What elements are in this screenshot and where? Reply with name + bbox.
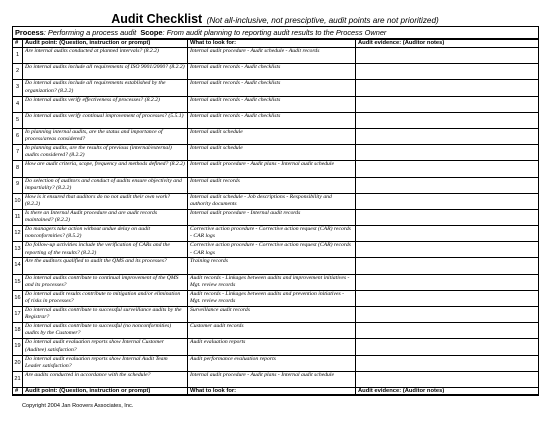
what-to-look-for-cell: Corrective action procedure - Corrective action request (CAR) records - CAR logs [188, 226, 356, 242]
audit-evidence-cell[interactable] [356, 242, 539, 258]
audit-evidence-cell[interactable] [356, 355, 539, 371]
audit-point-cell: Do internal audits include all requirements of ISO 9001/2000? (8.2.2) [23, 64, 188, 80]
page-title: Audit Checklist [111, 12, 203, 26]
audit-evidence-cell[interactable] [356, 226, 539, 242]
audit-evidence-cell[interactable] [356, 258, 539, 274]
audit-evidence-cell[interactable] [356, 274, 539, 290]
process-value: : Performing a process audit [43, 28, 137, 37]
what-to-look-for-cell: Audit records - Linkages between audits and prevention initiatives - Mgt. review records [188, 290, 356, 306]
audit-point-cell: Do internal audits verify continual improvement of processes? (5.5.1) [23, 112, 188, 128]
what-to-look-for-cell: Audit evaluation reports [188, 339, 356, 355]
row-number: 16 [13, 290, 23, 306]
what-to-look-for-cell: Internal audit records [188, 177, 356, 193]
what-to-look-for-cell: Audit performance evaluation reports [188, 355, 356, 371]
table-row [13, 274, 539, 290]
audit-point-cell: Do selection of auditors and conduct of audits ensure objectivity and impartiality? (8.2.2) [23, 177, 188, 193]
what-to-look-for-cell: Surveillance audit records [188, 307, 356, 323]
table-row [13, 242, 539, 258]
what-to-look-for-cell: Internal audit schedule [188, 128, 356, 144]
scope-value: : From audit planning to reporting audit results to the Process Owner [162, 28, 387, 37]
header-row [13, 39, 539, 48]
row-number: 7 [13, 145, 23, 161]
row-number: 6 [13, 128, 23, 144]
row-number: 5 [13, 112, 23, 128]
audit-evidence-cell[interactable] [356, 193, 539, 209]
process-label: Process [15, 28, 44, 37]
page-subtitle: (Not all-inclusive, not presciptive, audit points are not prioritized) [206, 16, 439, 25]
audit-point-cell: Do internal audit results contribute to mitigation and/or elimination of risks in processes? [23, 290, 188, 306]
row-number: 10 [13, 193, 23, 209]
what-to-look-for-cell: Internal audit records - Audit checklists [188, 112, 356, 128]
what-to-look-for-cell: Internal audit procedure - Audit plans - Internal audit schedule [188, 161, 356, 177]
footer-header-audit-point: Audit point: (Question, instruction or prompt) [23, 387, 188, 395]
table-row [13, 80, 539, 96]
table-row [13, 161, 539, 177]
audit-evidence-cell[interactable] [356, 64, 539, 80]
copyright-notice: Copyright 2004 Jan Roovers Associates, Inc. [22, 403, 134, 409]
footer-header-num: # [13, 387, 23, 395]
row-number: 9 [13, 177, 23, 193]
header-what-to-look-for: What to look for: [188, 39, 356, 48]
table-row [13, 323, 539, 339]
table-row [13, 128, 539, 144]
table-row [13, 177, 539, 193]
audit-evidence-cell[interactable] [356, 145, 539, 161]
what-to-look-for-cell: Internal audit schedule - Job descriptions - Responsibility and authority documents [188, 193, 356, 209]
what-to-look-for-cell: Internal audit records - Audit checklists [188, 64, 356, 80]
audit-point-cell: In planning audits, are the results of previous (internal/external) audits considered? (8.2.2) [23, 145, 188, 161]
table-row [13, 355, 539, 371]
table-row [13, 193, 539, 209]
row-number: 21 [13, 371, 23, 387]
audit-point-cell: Do internal audit evaluation reports show Internal Customer (Auditee) satisfaction? [23, 339, 188, 355]
audit-evidence-cell[interactable] [356, 323, 539, 339]
audit-evidence-cell[interactable] [356, 290, 539, 306]
row-number: 11 [13, 209, 23, 225]
row-number: 3 [13, 80, 23, 96]
row-number: 1 [13, 48, 23, 64]
row-number: 20 [13, 355, 23, 371]
table-row [13, 258, 539, 274]
audit-point-cell: Are internal audits conducted at planned intervals? (8.2.2) [23, 48, 188, 64]
row-number: 19 [13, 339, 23, 355]
audit-point-cell: Are the auditors qualified to audit the QMS and its processes? [23, 258, 188, 274]
footer-header-what-to-look-for: What to look for: [188, 387, 356, 395]
table-row [13, 339, 539, 355]
table-row [13, 64, 539, 80]
audit-evidence-cell[interactable] [356, 177, 539, 193]
what-to-look-for-cell: Internal audit records - Audit checklists [188, 96, 356, 112]
row-number: 13 [13, 242, 23, 258]
what-to-look-for-cell: Internal audit procedure - Audit plans - Internal audit schedule [188, 371, 356, 387]
row-number: 15 [13, 274, 23, 290]
audit-point-cell: Is there an Internal Audit procedure and are audit records maintained? (8.2.2) [23, 209, 188, 225]
what-to-look-for-cell: Training records [188, 258, 356, 274]
audit-evidence-cell[interactable] [356, 307, 539, 323]
audit-point-cell: Do follow-up activities include the verification of CARs and the reporting of the results? (8.2.2) [23, 242, 188, 258]
row-number: 14 [13, 258, 23, 274]
row-number: 8 [13, 161, 23, 177]
table-row [13, 209, 539, 225]
what-to-look-for-cell: Corrective action procedure - Corrective action request (CAR) records - CAR logs [188, 242, 356, 258]
audit-evidence-cell[interactable] [356, 112, 539, 128]
what-to-look-for-cell: Internal audit records - Audit checklists [188, 80, 356, 96]
audit-checklist-table [12, 26, 539, 396]
audit-point-cell: How are audit criteria, scope, frequency and methods defined? (8.2.2) [23, 161, 188, 177]
audit-evidence-cell[interactable] [356, 48, 539, 64]
what-to-look-for-cell: Internal audit procedure - Internal audit records [188, 209, 356, 225]
audit-evidence-cell[interactable] [356, 96, 539, 112]
what-to-look-for-cell: Internal audit procedure - Audit schedule - Audit records [188, 48, 356, 64]
table-row [13, 145, 539, 161]
header-num: # [13, 39, 23, 48]
audit-point-cell: Do internal audits verify effectiveness of processes? (8.2.2) [23, 96, 188, 112]
table-row [13, 112, 539, 128]
audit-point-cell: Do internal audits contribute to successful (no nonconformities) audits by the Customer? [23, 323, 188, 339]
what-to-look-for-cell: Internal audit schedule [188, 145, 356, 161]
audit-point-cell: In planning internal audits, are the status and importance of process/areas considered? [23, 128, 188, 144]
row-number: 17 [13, 307, 23, 323]
table-row [13, 96, 539, 112]
row-number: 4 [13, 96, 23, 112]
audit-point-cell: Do internal audit evaluation reports show Internal Audit Team Leader satisfaction? [23, 355, 188, 371]
audit-point-cell: Do managers take action without undue delay on audit nonconformities? (8.5.2) [23, 226, 188, 242]
table-row [13, 226, 539, 242]
table-row [13, 307, 539, 323]
audit-evidence-cell[interactable] [356, 128, 539, 144]
table-row [13, 371, 539, 387]
audit-evidence-cell[interactable] [356, 161, 539, 177]
footer-header-row [13, 387, 539, 395]
audit-point-cell: Do internal audits include all requirements established by the organization? (8.2.2) [23, 80, 188, 96]
table-row [13, 48, 539, 64]
audit-point-cell: Do internal audits contribute to successful surveillance audits by the Registrar? [23, 307, 188, 323]
what-to-look-for-cell: Customer audit records [188, 323, 356, 339]
process-row [13, 27, 539, 40]
scope-label: Scope [140, 28, 163, 37]
audit-point-cell: How is it ensured that auditors do no not audit their own work? (8.2.2) [23, 193, 188, 209]
row-number: 18 [13, 323, 23, 339]
row-number: 12 [13, 226, 23, 242]
row-number: 2 [13, 64, 23, 80]
header-audit-point: Audit point: (Question, instruction or prompt) [23, 39, 188, 48]
audit-point-cell: Are audits conducted in accordance with the schedule? [23, 371, 188, 387]
audit-evidence-cell[interactable] [356, 339, 539, 355]
audit-evidence-cell[interactable] [356, 209, 539, 225]
audit-point-cell: Do internal audits contribute to continual improvement of the QMS and its processes? [23, 274, 188, 290]
process-cell [13, 27, 539, 40]
audit-evidence-cell[interactable] [356, 80, 539, 96]
table-row [13, 290, 539, 306]
what-to-look-for-cell: Audit records - Linkages between audits and improvement initiatives - Mgt. review records [188, 274, 356, 290]
footer-header-audit-evidence: Audit evidence: (Auditor notes) [356, 387, 539, 395]
header-audit-evidence: Audit evidence: (Auditor notes) [356, 39, 539, 48]
audit-evidence-cell[interactable] [356, 371, 539, 387]
